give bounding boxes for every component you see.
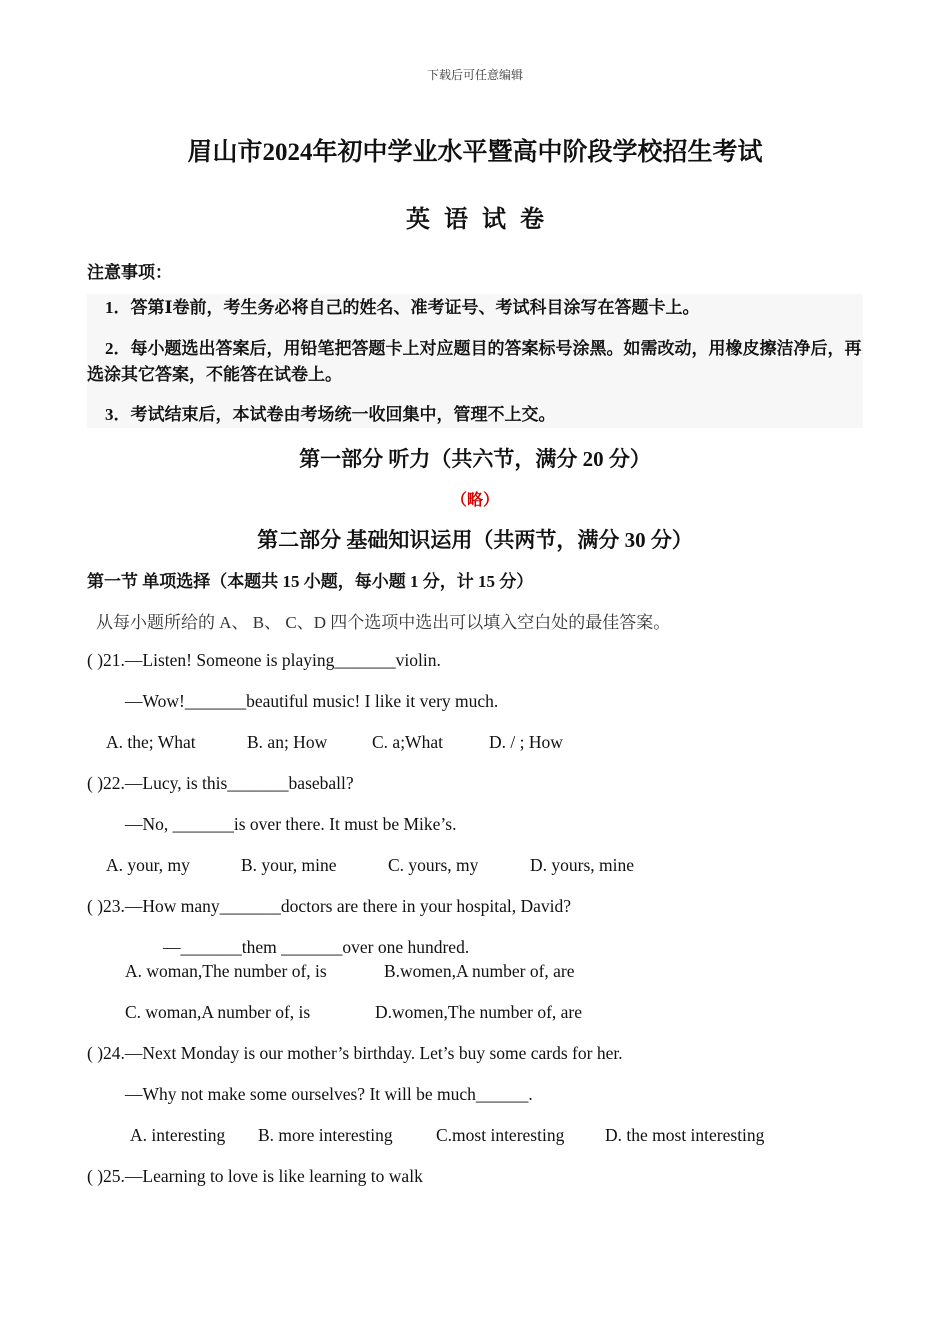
instruction: 从每小题所给的 A、 B、 C、D 四个选项中选出可以填入空白处的最佳答案。	[96, 613, 671, 632]
q22-option-c: C. yours, my	[388, 855, 479, 875]
exam-title: 眉山市2024年初中学业水平暨高中阶段学校招生考试	[187, 139, 763, 166]
q23-stem: ( )23.—How many_______doctors are there in your hospital, David?	[87, 896, 572, 916]
notice-title: 注意事项：	[87, 263, 172, 282]
q23-option-b: B.women,A number of, are	[384, 961, 575, 981]
q24-option-b: B. more interesting	[258, 1125, 393, 1145]
q24-option-a: A. interesting	[130, 1125, 226, 1145]
q24-option-c: C.most interesting	[436, 1125, 565, 1145]
q24-option-d: D. the most interesting	[605, 1125, 765, 1145]
q23-option-a: A. woman,The number of, is	[125, 961, 327, 981]
notice-item-2: 2．每小题选出答案后，用铅笔把答题卡上对应题目的答案标号涂黑。如需改动，用橡皮擦洁净后，再选涂其它答案，不能答在试卷上。	[87, 339, 862, 384]
q22-option-a: A. your, my	[106, 855, 190, 875]
part1-title: 第一部分 听力（共六节，满分 20 分）	[299, 447, 651, 471]
q23-reply: —_______them _______over one hundred.	[163, 937, 470, 957]
q24-reply: —Why not make some ourselves? It will be much______.	[125, 1084, 533, 1104]
q21-option-b: B. an; How	[247, 732, 328, 752]
part2-title: 第二部分 基础知识运用（共两节，满分 30 分）	[257, 528, 693, 552]
part1-omitted: （略）	[450, 492, 499, 509]
exam-subtitle: 英语试卷	[406, 207, 558, 233]
q21-option-c: C. a;What	[372, 732, 443, 752]
q23-option-c: C. woman,A number of, is	[125, 1002, 311, 1022]
page-header: 下载后可任意编辑	[426, 68, 523, 82]
q22-stem: ( )22.—Lucy, is this_______baseball?	[87, 773, 354, 793]
q24-stem: ( )24.—Next Monday is our mother’s birthday. Let’s buy some cards for her.	[87, 1043, 623, 1063]
notice-item-3: 3．考试结束后，本试卷由考场统一收回集中，管理不上交。	[105, 405, 556, 424]
q21-option-d: D. / ; How	[489, 732, 563, 752]
q21-reply: —Wow!_______beautiful music! I like it very much.	[125, 691, 499, 711]
notice-item-1: 1．答第Ⅰ卷前，考生务必将自己的姓名、准考证号、考试科目涂写在答题卡上。	[105, 298, 700, 317]
q21-stem: ( )21.—Listen! Someone is playing_______violin.	[87, 650, 441, 670]
q22-option-b: B. your, mine	[241, 855, 337, 875]
q23-option-d: D.women,The number of, are	[375, 1002, 583, 1022]
section1-title: 第一节 单项选择（本题共 15 小题，每小题 1 分，计 15 分）	[87, 572, 534, 591]
q21-option-a: A. the; What	[106, 732, 196, 752]
q25-stem: ( )25.—Learning to love is like learning to walk	[87, 1166, 423, 1186]
q22-option-d: D. yours, mine	[530, 855, 635, 875]
q22-reply: —No, _______is over there. It must be Mike’s.	[125, 814, 457, 834]
